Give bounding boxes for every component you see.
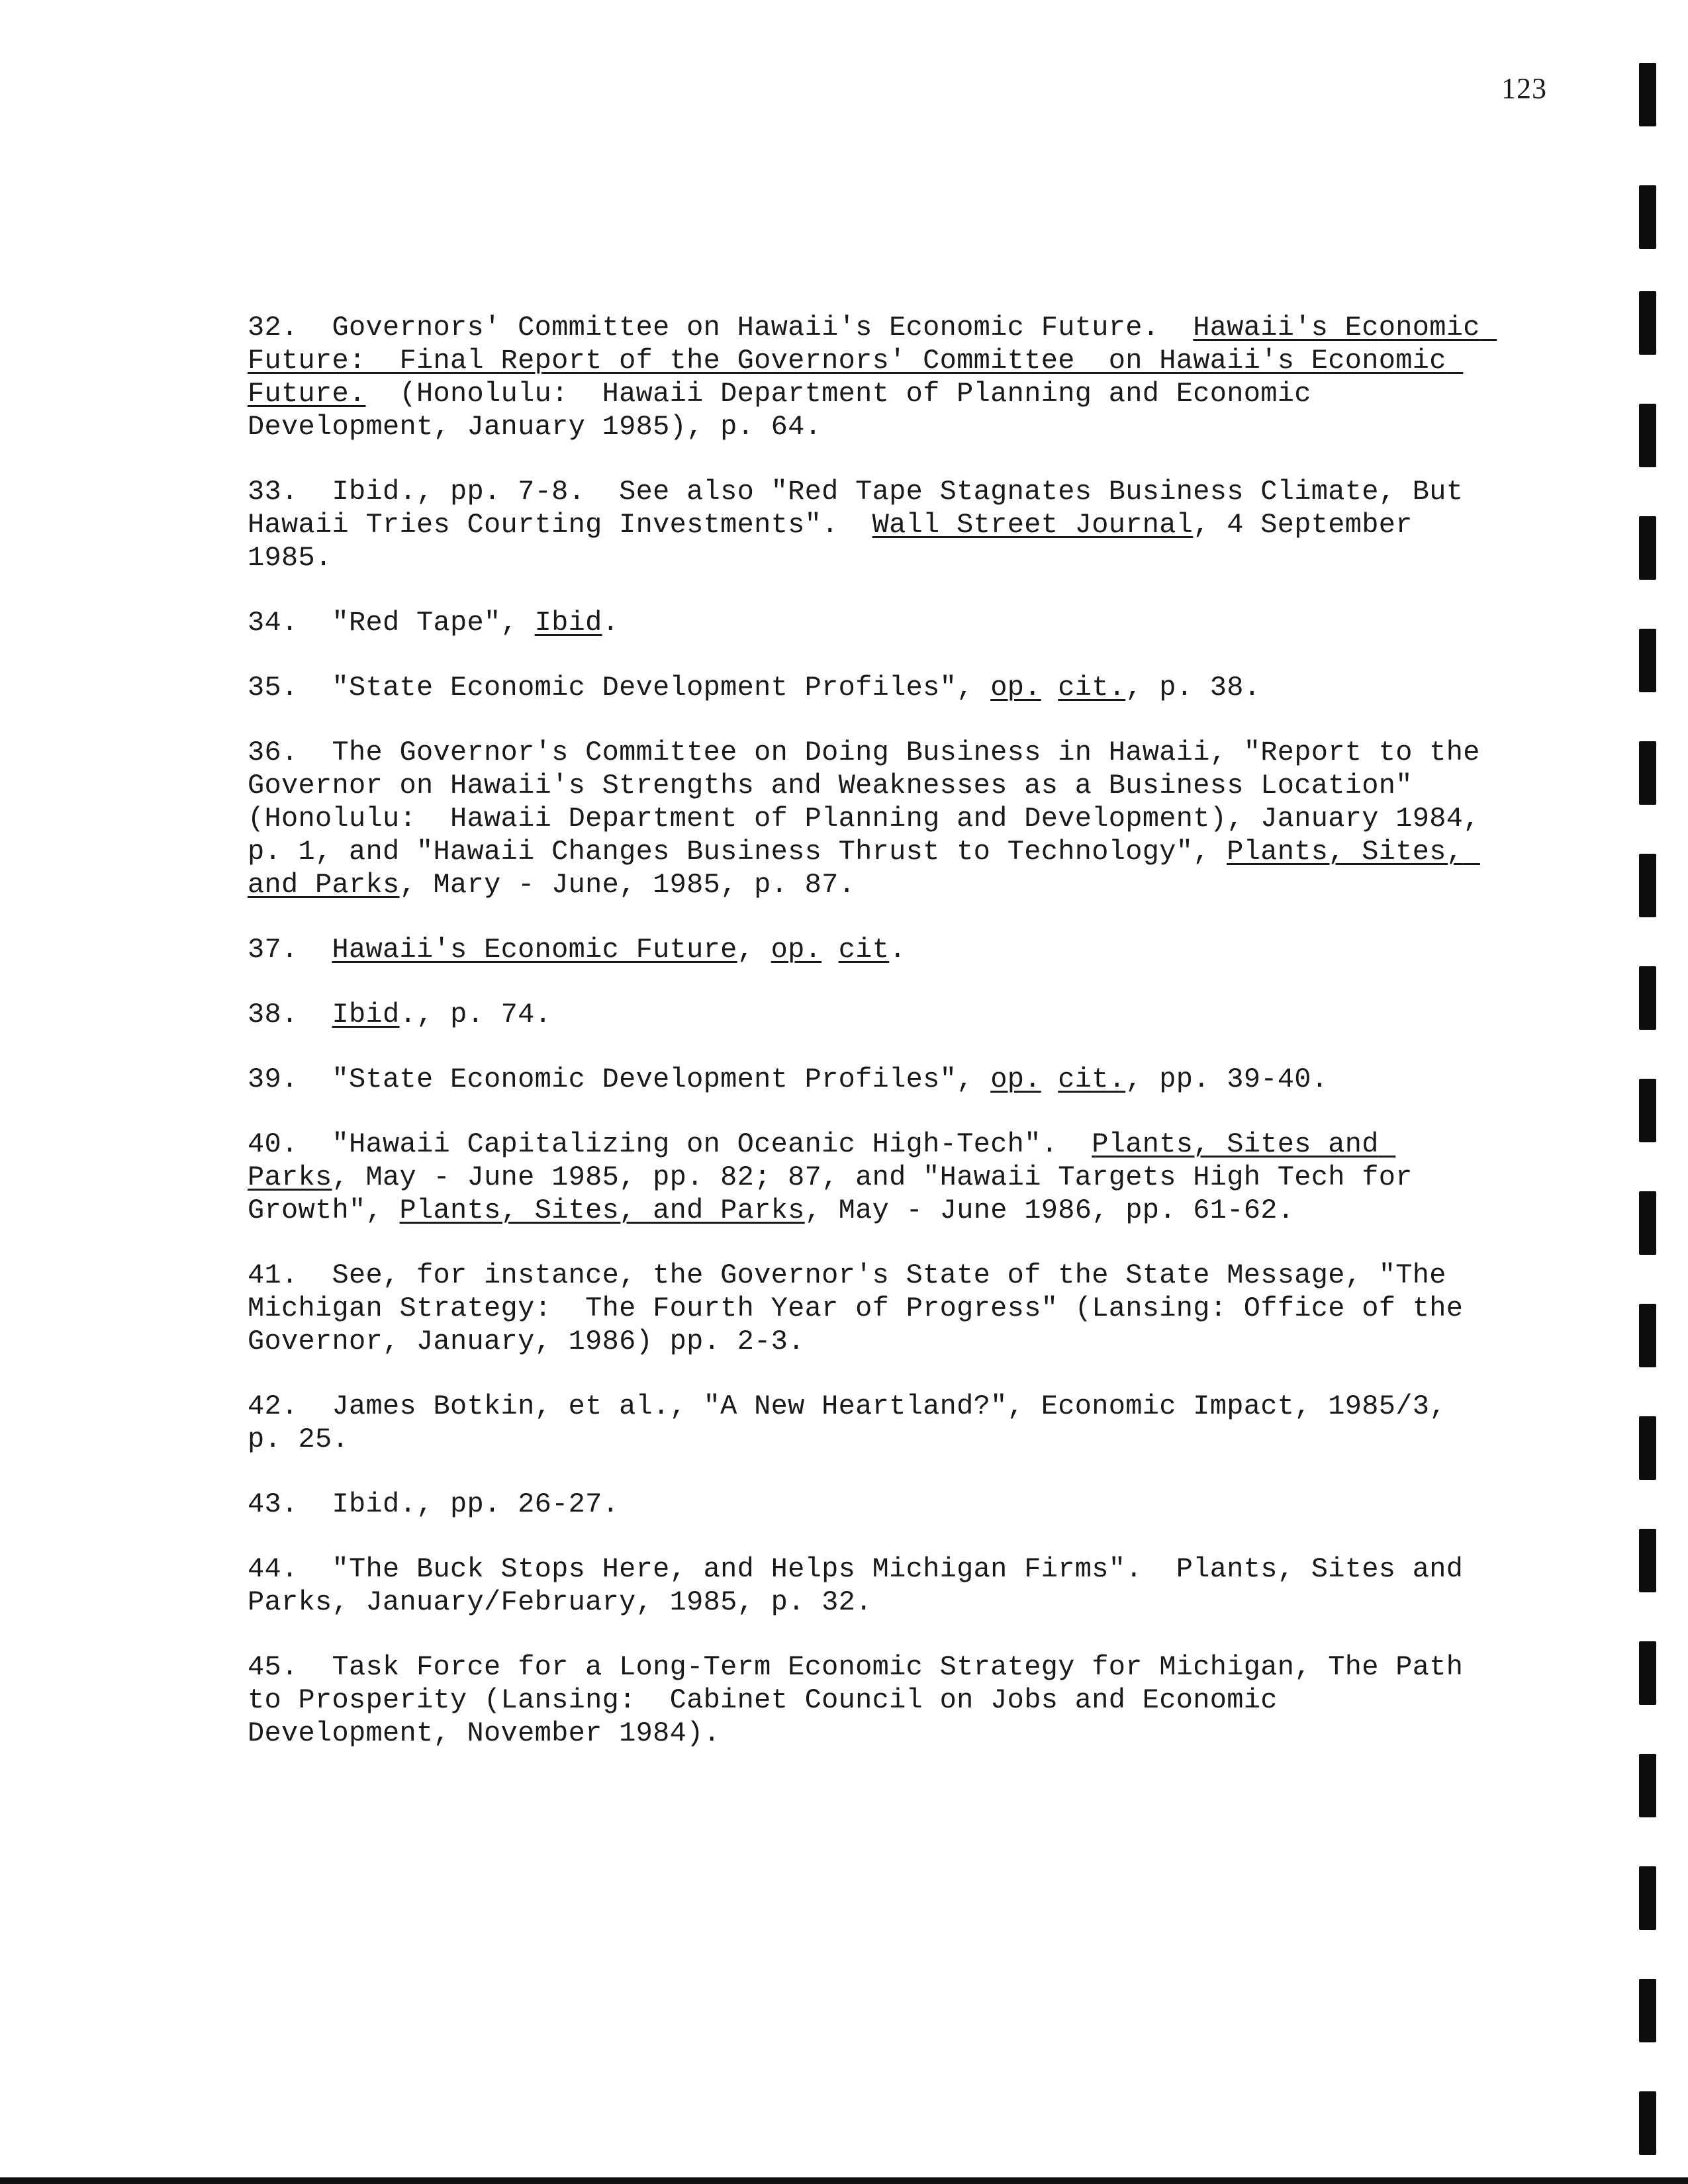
- endnote-text: [1041, 1064, 1058, 1095]
- endnote-38: [248, 998, 1492, 1031]
- binding-mark: [1639, 1641, 1656, 1705]
- binding-mark: [1639, 1866, 1656, 1930]
- binding-mark: [1639, 629, 1656, 692]
- endnote-underlined-title: op.: [990, 1064, 1041, 1095]
- endnote-text: , May - June 1986, pp. 61-62.: [804, 1195, 1295, 1226]
- endnote-underlined-title: Wall Street Journal: [872, 509, 1194, 541]
- endnote-text: 45. Task Force for a Long-Term Economic Strategy for Michigan, The Path to Prosperity (Lansing: Cabinet Council on Jobs and Economic Development, November 1984).: [248, 1651, 1480, 1749]
- endnote-text: 38.: [248, 999, 332, 1030]
- endnote-39: [248, 1063, 1492, 1096]
- endnote-33: [248, 475, 1492, 574]
- binding-mark: [1639, 1191, 1656, 1255]
- endnote-text: 36. The Governor's Committee on Doing Business in Hawaii, "Report to the Governor on Hawaii's Strengths and Weaknesses as a Business Location" (Honolulu: Hawaii Department of Planning and Development), January 1984, p. 1, and "Hawaii Changes Business Thrust to Technology",: [248, 737, 1497, 868]
- binding-mark: [1639, 291, 1656, 355]
- endnote-text: 39. "State Economic Development Profiles",: [248, 1064, 991, 1095]
- endnote-42: [248, 1390, 1492, 1456]
- endnote-text: , May - June 1985, pp. 82; 87, and "Hawaii Targets High Tech for Growth",: [248, 1161, 1430, 1226]
- endnote-36: [248, 736, 1497, 901]
- binding-mark: [1639, 1079, 1656, 1142]
- binding-mark: [1639, 1979, 1656, 2042]
- endnote-35: [248, 671, 1492, 704]
- endnote-text: 35. "State Economic Development Profiles",: [248, 672, 991, 704]
- endnote-text: 40. "Hawaii Capitalizing on Oceanic High-Tech".: [248, 1128, 1092, 1160]
- endnote-43: [248, 1488, 1492, 1521]
- binding-mark: [1639, 854, 1656, 917]
- endnote-underlined-title: Plants, Sites and Parks: [248, 1128, 1396, 1193]
- endnote-text: [821, 934, 839, 966]
- binding-mark: [1639, 516, 1656, 580]
- endnote-text: ., p. 74.: [399, 999, 552, 1030]
- endnote-underlined-title: op.: [990, 672, 1041, 704]
- endnote-underlined-title: Hawaii's Economic Future: [332, 934, 737, 966]
- page-number: 123: [1501, 72, 1547, 105]
- endnote-text: .: [889, 934, 906, 966]
- endnote-37: [248, 933, 1492, 966]
- endnote-text: 33. Ibid., pp. 7-8. See also "Red Tape Stagnates Business Climate, But Hawaii Tries Courting Investments".: [248, 476, 1480, 541]
- binding-mark: [1639, 63, 1656, 126]
- bottom-edge-rule: [0, 2177, 1688, 2184]
- endnote-text: 37.: [248, 934, 332, 966]
- endnote-text: [1041, 672, 1058, 704]
- binding-mark: [1639, 1304, 1656, 1367]
- endnote-underlined-title: cit.: [1058, 672, 1126, 704]
- endnote-32: [248, 311, 1497, 443]
- endnote-text: , p. 38.: [1125, 672, 1261, 704]
- endnote-text: , 4 September 1985.: [248, 509, 1430, 574]
- endnote-text: , Mary - June, 1985, p. 87.: [399, 869, 856, 901]
- endnote-text: 41. See, for instance, the Governor's State of the State Message, "The Michigan Strategy: The Fourth Year of Progress" (Lansing: Office of the Governor, January, 1986) pp. 2-3.: [248, 1259, 1480, 1357]
- endnote-underlined-title: cit: [838, 934, 890, 966]
- binding-marks: [1639, 0, 1656, 2184]
- endnote-text: , pp. 39-40.: [1125, 1064, 1329, 1095]
- endnote-text: ,: [737, 934, 771, 966]
- endnote-underlined-title: Hawaii's Economic Future: Final Report of the Governors' Committee on Hawaii's Economic Future.: [248, 312, 1497, 410]
- binding-mark: [1639, 741, 1656, 805]
- endnote-text: 44. "The Buck Stops Here, and Helps Michigan Firms". Plants, Sites and Parks, January/February, 1985, p. 32.: [248, 1553, 1480, 1618]
- endnote-underlined-title: Ibid: [332, 999, 400, 1030]
- endnote-44: [248, 1553, 1492, 1619]
- endnote-text: 34. "Red Tape",: [248, 607, 535, 639]
- endnote-40: [248, 1128, 1492, 1227]
- endnote-text: (Honolulu: Hawaii Department of Planning and Economic Development, January 1985), p. 64.: [248, 378, 1329, 443]
- endnote-text: 43. Ibid., pp. 26-27.: [248, 1488, 620, 1520]
- endnote-text: 32. Governors' Committee on Hawaii's Economic Future.: [248, 312, 1194, 343]
- endnote-underlined-title: cit.: [1058, 1064, 1126, 1095]
- endnote-underlined-title: Ibid: [534, 607, 602, 639]
- binding-mark: [1639, 2091, 1656, 2155]
- binding-mark: [1639, 185, 1656, 249]
- binding-mark: [1639, 966, 1656, 1030]
- endnotes-list: [248, 311, 1497, 1782]
- endnote-underlined-title: op.: [771, 934, 822, 966]
- endnote-41: [248, 1259, 1492, 1358]
- endnote-text: 42. James Botkin, et al., "A New Heartland?", Economic Impact, 1985/3, p. 25.: [248, 1390, 1464, 1455]
- binding-mark: [1639, 404, 1656, 467]
- binding-mark: [1639, 1529, 1656, 1592]
- endnote-underlined-title: Plants, Sites, and Parks: [399, 1195, 805, 1226]
- endnote-text: .: [602, 607, 620, 639]
- binding-mark: [1639, 1416, 1656, 1480]
- endnote-34: [248, 606, 1492, 639]
- binding-mark: [1639, 1754, 1656, 1817]
- endnote-45: [248, 1651, 1492, 1750]
- endnote-underlined-title: Plants, Sites, and Parks: [248, 836, 1480, 901]
